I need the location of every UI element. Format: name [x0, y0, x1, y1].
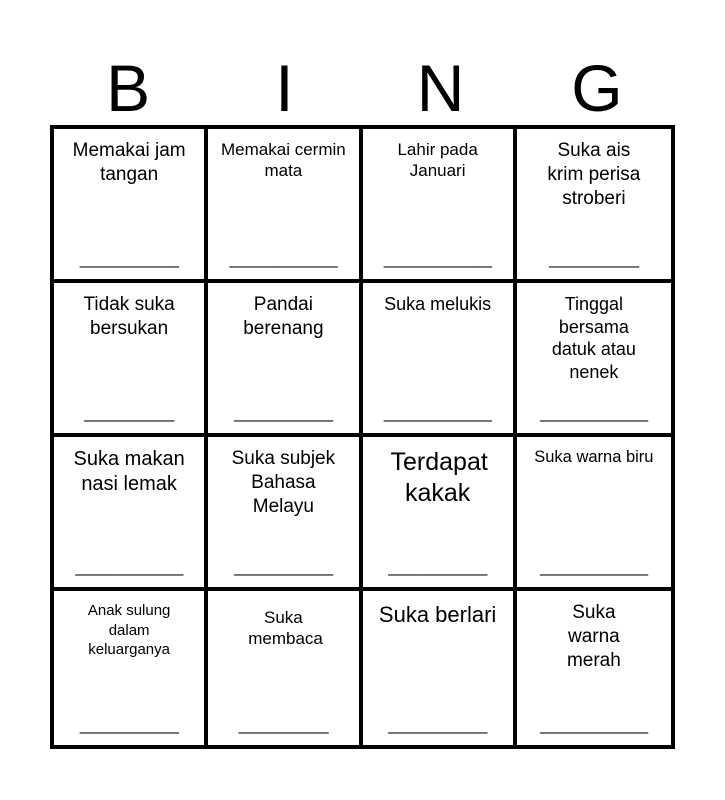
cell-answer-line[interactable]: ____________ [540, 403, 648, 422]
bingo-cell[interactable] [208, 129, 362, 283]
cell-text: Suka ais krim perisa stroberi [547, 140, 641, 209]
bingo-cell[interactable] [54, 591, 208, 745]
cell-answer-line[interactable]: ____________ [540, 715, 648, 734]
cell-text: Memakai jam tangan [72, 140, 186, 185]
cell-answer-line[interactable]: ____________ [75, 557, 183, 576]
cell-answer-line[interactable]: ____________ [229, 249, 338, 268]
cell-text: Tidak suka bersukan [83, 294, 175, 339]
cell-text: Tinggal bersama datuk atau nenek [551, 294, 636, 382]
bingo-cell[interactable] [517, 129, 671, 283]
cell-text: Suka berlari [378, 602, 497, 627]
cell-text: Suka membaca [248, 608, 323, 649]
cell-answer-line[interactable]: ___________ [388, 557, 487, 576]
cell-answer-line[interactable]: ___________ [388, 715, 487, 734]
cell-answer-line[interactable]: ____________ [383, 403, 492, 422]
cell-answer-line[interactable]: ___________ [234, 403, 333, 422]
bingo-header [50, 52, 675, 124]
header-letter-i: I [275, 51, 294, 125]
bingo-cell[interactable] [363, 129, 517, 283]
bingo-cell[interactable] [54, 283, 208, 437]
header-letter-g: G [571, 51, 623, 125]
cell-text: Anak sulung dalam keluarganya [87, 602, 171, 658]
bingo-cell[interactable] [208, 591, 362, 745]
bingo-cell[interactable] [54, 437, 208, 591]
cell-answer-line[interactable]: ____________ [540, 557, 648, 576]
cell-answer-line[interactable]: ___________ [79, 715, 179, 734]
cell-text: Suka subjek Bahasa Melayu [231, 448, 336, 517]
cell-answer-line[interactable]: ____________ [383, 249, 492, 268]
cell-answer-line[interactable]: ___________ [234, 557, 333, 576]
cell-answer-line[interactable]: __________ [84, 403, 174, 422]
cell-text: Pandai berenang [243, 294, 324, 339]
cell-text: Terdapat kakak [390, 448, 488, 508]
cell-answer-line[interactable]: ___________ [79, 249, 179, 268]
cell-answer-line[interactable]: __________ [549, 249, 639, 268]
cell-answer-line[interactable]: __________ [238, 715, 329, 734]
bingo-cell[interactable] [517, 283, 671, 437]
cell-text: Lahir pada Januari [397, 140, 478, 181]
bingo-cell[interactable] [208, 283, 362, 437]
bingo-cell[interactable] [517, 437, 671, 591]
cell-text: Memakai cermin mata [221, 140, 346, 181]
bingo-cell[interactable] [208, 437, 362, 591]
bingo-cell[interactable] [363, 283, 517, 437]
header-letter-n: N [416, 51, 465, 125]
bingo-cell[interactable] [363, 591, 517, 745]
bingo-cell[interactable] [363, 437, 517, 591]
header-letter-b: B [106, 51, 151, 125]
cell-text: Suka melukis [384, 294, 492, 314]
cell-text: Suka warna biru [534, 448, 654, 466]
bingo-cell[interactable] [54, 129, 208, 283]
cell-text: Suka makan nasi lemak [73, 448, 185, 495]
bingo-board [50, 125, 675, 749]
cell-text: Suka warna merah [566, 602, 621, 671]
bingo-cell[interactable] [517, 591, 671, 745]
